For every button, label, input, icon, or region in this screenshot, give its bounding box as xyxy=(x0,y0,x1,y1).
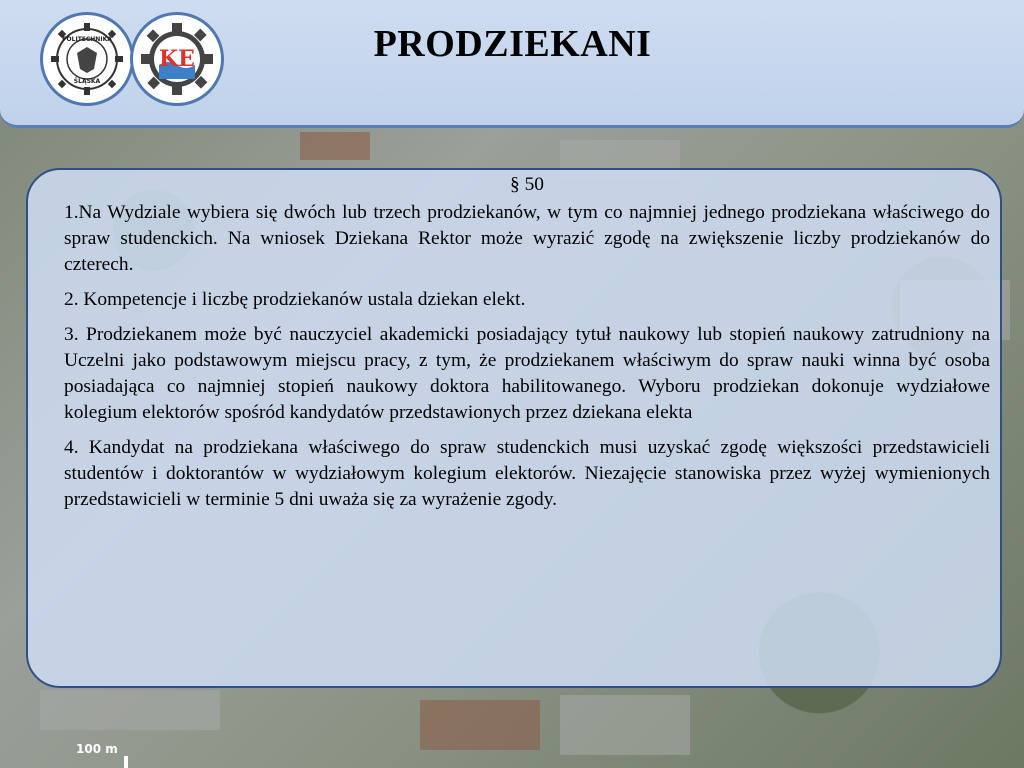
slide-header xyxy=(0,0,1024,128)
politechnika-slaska-logo xyxy=(40,12,134,106)
paragraph-1: 1.Na Wydziale wybiera się dwóch lub trzech prodziekanów, w tym co najmniej jednego prodziekana właściwego do spraw studenckich. Na wniosek Dziekana Rektor może wyrazić zgodę na zwiększenie liczby prodziekanów do czterech. xyxy=(64,202,990,275)
paragraph-4: 4. Kandydat na prodziekana właściwego do spraw studenckich musi uzyskać zgodę większości przedstawicieli studentów i doktorantów w wydziałowym kolegium elektorów. Niezajęcie stanowiska przez wyżej wymienionych przedstawicieli w terminie 5 dni uważa się za wyrażenie zgody. xyxy=(64,437,990,510)
map-scale-bar xyxy=(124,756,128,768)
content-panel xyxy=(26,168,1002,688)
slide-title: PRODZIEKANI xyxy=(373,23,652,65)
svg-text:KE: KE xyxy=(159,46,195,72)
gear-logo-icon xyxy=(137,19,217,99)
paragraph-3: 3. Prodziekanem może być nauczyciel akademicki posiadający tytuł naukowy lub stopień naukowy zatrudniony na Uczelni jako podstawowym miejscu pracy, z tym, że prodziekanem właściwym do spraw nauki winna być osoba posiadająca co najmniej stopień naukowy doktora habilitowanego. Wyboru prodziekan dokonuje wydziałowe kolegium elektorów spośród kandydatów przedstawionych przez dziekana elekta xyxy=(64,324,990,423)
svg-text:POLITECHNIKA: POLITECHNIKA xyxy=(62,36,112,43)
map-scale-label: 100 m xyxy=(76,742,118,756)
svg-text:ŚLĄSKA: ŚLĄSKA xyxy=(73,78,101,85)
aerial-roof xyxy=(420,700,540,750)
faculty-logo xyxy=(130,12,224,106)
paragraph-2: 2. Kompetencje i liczbę prodziekanów ustala dziekan elekt. xyxy=(64,289,526,310)
university-seal-icon xyxy=(47,19,127,99)
section-mark: § 50 xyxy=(510,174,544,195)
aerial-building xyxy=(560,695,690,755)
aerial-building xyxy=(40,690,220,730)
aerial-roof xyxy=(300,132,370,160)
